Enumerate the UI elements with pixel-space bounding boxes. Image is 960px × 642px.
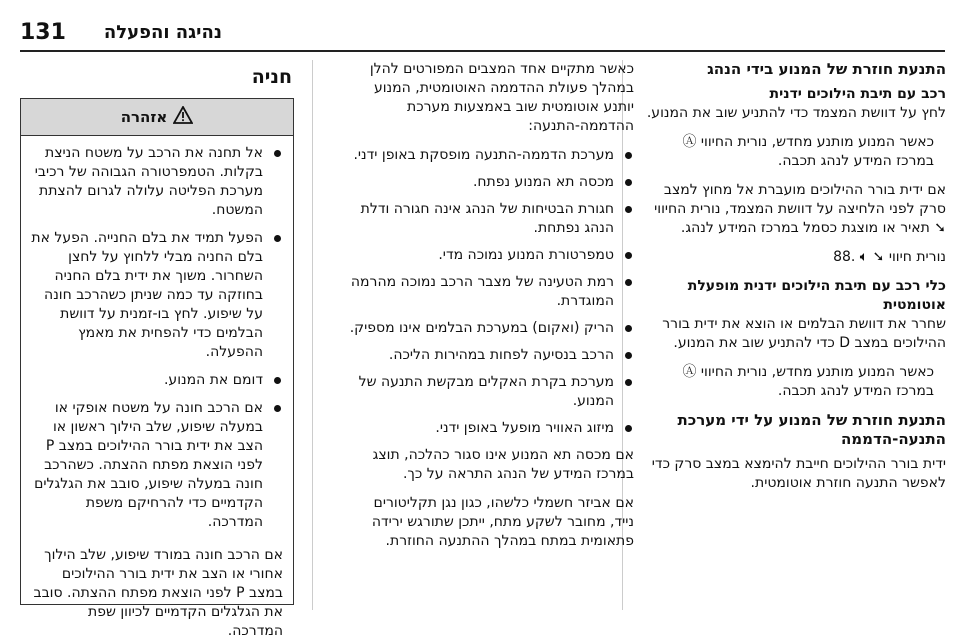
paragraph xyxy=(646,363,946,401)
text: במרכז המידע לנהג תכבה. xyxy=(777,153,934,169)
warning-body xyxy=(21,136,293,641)
text: מיזוג האוויר מופעל באופן ידני. xyxy=(435,420,614,436)
column-divider xyxy=(312,60,313,610)
warning-triangle-icon xyxy=(173,106,193,128)
middle-column xyxy=(348,60,634,561)
ignition-arrow-icon: ➘ xyxy=(872,249,885,265)
list-item xyxy=(31,371,283,390)
subsection-title-manual: רכב עם תיבת הילוכים ידנית xyxy=(769,86,946,102)
text: אל תחנה את הרכב על משטח הניצת בקלות. הטמפרטורה הגבוהה של רכיבי מערכת הפליטה עלולה לגרום להצתת המשטח. xyxy=(34,145,263,218)
warning-box xyxy=(20,98,294,639)
list-item xyxy=(348,419,634,438)
page-header xyxy=(0,0,960,50)
indicator-a-icon: Ⓐ xyxy=(682,364,697,380)
list-item xyxy=(348,173,634,192)
paragraph xyxy=(646,248,946,267)
text: נורית חיווי xyxy=(888,249,946,265)
text: תאיר או מוצגת כסמל במרכז המידע לנהג. xyxy=(680,220,930,236)
paragraph: אם הרכב חונה במורד שיפוע, שלב הילוך אחורי או הצב את ידית בורר ההילוכים במצב P לפני הוצאת מפתח ההצתה. סובב את הגלגלים הקדמיים לכיוון שפת המדרכה. xyxy=(33,547,283,639)
bullet-icon xyxy=(625,152,632,159)
section-title-parking: חניה xyxy=(251,66,292,88)
paragraph: אם אביזר חשמלי כלשהו, כגון נגן תקליטורים נייד, מחובר לשקע מתח, ייתכן שתורגש ירידה פתאומית במתח במהלך ההתנעה החוזרת. xyxy=(371,495,634,549)
text: רמת הטעינה של מצבר הרכב נמוכה מהרמה המוגדרת. xyxy=(350,274,614,309)
list-item xyxy=(348,319,634,338)
list-item xyxy=(348,273,634,311)
intro-paragraph: כאשר מתקיים אחד המצבים המפורטים להלן במהלך פעולת ההדממה האוטומטית, המנוע יותנע אוטומטית שוב באמצעות מערכת ההדממה-התנעה: xyxy=(369,61,634,134)
subsection-title-automated-manual: כלי רכב עם תיבת הילוכים ידנית מופעלת אוטומטית xyxy=(687,278,946,313)
warning-header xyxy=(21,99,293,136)
list-item xyxy=(348,200,634,238)
page-number: 131 xyxy=(20,20,66,45)
paragraph xyxy=(646,181,946,238)
text: הרכב בנסיעה לפחות במהירות הליכה. xyxy=(388,347,614,363)
bullet-icon xyxy=(625,325,632,332)
text: מערכת הדממה-התנעה מופסקת באופן ידני. xyxy=(353,147,614,163)
page-reference: .88 xyxy=(833,249,856,265)
bullet-icon xyxy=(274,405,281,412)
sound-icon: 🔈︎ xyxy=(859,249,869,265)
list-item xyxy=(348,246,634,265)
header-title: נהיגה והפעלה xyxy=(103,22,222,43)
warning-title: אזהרה xyxy=(120,108,168,126)
bullet-icon xyxy=(274,377,281,384)
text: כאשר המנוע מותנע מחדש, נורית החיווי xyxy=(700,364,934,380)
bullet-icon xyxy=(274,235,281,242)
list-item xyxy=(31,144,283,220)
text: מכסה תא המנוע נפתח. xyxy=(472,174,614,190)
paragraph: לחץ על דוושת המצמד כדי להתניע שוב את המנוע. xyxy=(646,105,946,121)
list-item xyxy=(348,373,634,411)
section-title-restart-by-system: התנעת חוזרת של המנוע על ידי מערכת התנעה-הדממה xyxy=(677,411,946,448)
list-item xyxy=(348,146,634,165)
list-item xyxy=(31,229,283,362)
paragraph xyxy=(646,133,946,171)
paragraph: אם מכסה תא המנוע אינו סגור כהלכה, תוצג במרכז המידע של הנהג התראה על כך. xyxy=(372,447,634,482)
list-item xyxy=(348,346,634,365)
ignition-arrow-icon: ➘ xyxy=(934,220,946,236)
text: דומם את המנוע. xyxy=(163,372,263,388)
text: כאשר המנוע מותנע מחדש, נורית החיווי xyxy=(700,134,934,150)
bullet-icon xyxy=(625,252,632,259)
text: הריק (ואקום) במערכת הבלמים אינו מספיק. xyxy=(349,320,614,336)
restart-conditions-list xyxy=(348,146,634,438)
text: הפעל תמיד את בלם החנייה. הפעל את בלם החניה מבלי ללחוץ על לחצן השחרור. משוך את ידית בלם החניה בחוזקה עד כמה שניתן כשהרכב חונה על שיפוע. לחץ בו-זמנית על דוושת הבלמים כדי להפחית את מאמץ ההפעלה. xyxy=(31,230,263,360)
header-rule xyxy=(20,50,945,52)
text: במרכז המידע לנהג תכבה. xyxy=(777,383,934,399)
section-title-restart-by-driver: התנעת חוזרת של המנוע בידי הנהג xyxy=(707,60,946,78)
bullet-icon xyxy=(625,379,632,386)
bullet-icon xyxy=(625,179,632,186)
paragraph: ידית בורר ההילוכים חייבת להימצא במצב סרק כדי לאפשר התנעה חוזרת אוטומטית. xyxy=(651,456,946,491)
bullet-icon xyxy=(625,206,632,213)
text: מערכת בקרת האקלים מבקשת התנעה של המנוע. xyxy=(358,374,614,409)
bullet-icon xyxy=(625,352,632,359)
text: אם הרכב חונה על משטח אופקי או במעלה שיפוע, שלב הילוך ראשון או הצב את ידית בורר ההילוכים במצב P לפני הוצאת מפתח ההצתה. כשהרכב חונה במעלה שיפוע, סובב את הגלגלים הקדמיים כדי להרחיקם משפת המדרכה. xyxy=(34,400,263,530)
list-item xyxy=(31,399,283,532)
bullet-icon xyxy=(274,150,281,157)
indicator-a-icon: Ⓐ xyxy=(682,134,697,150)
bullet-icon xyxy=(625,425,632,432)
text: אם ידית בורר ההילוכים מועברת אל מחוץ למצב סרק לפני הלחיצה על דוושת המצמד, נורית החיווי xyxy=(654,182,946,217)
paragraph: שחרר את דוושת הבלמים או הוצא את ידית בורר ההילוכים במצב D כדי להתניע שוב את המנוע. xyxy=(662,316,946,351)
right-column xyxy=(646,60,946,503)
text: חגורת הבטיחות של הנהג אינה חגורה ודלת הנהג נפתחת. xyxy=(360,201,614,236)
parking-warning-list xyxy=(31,144,283,532)
text: טמפרטורת המנוע נמוכה מדי. xyxy=(438,247,614,263)
bullet-icon xyxy=(625,279,632,286)
